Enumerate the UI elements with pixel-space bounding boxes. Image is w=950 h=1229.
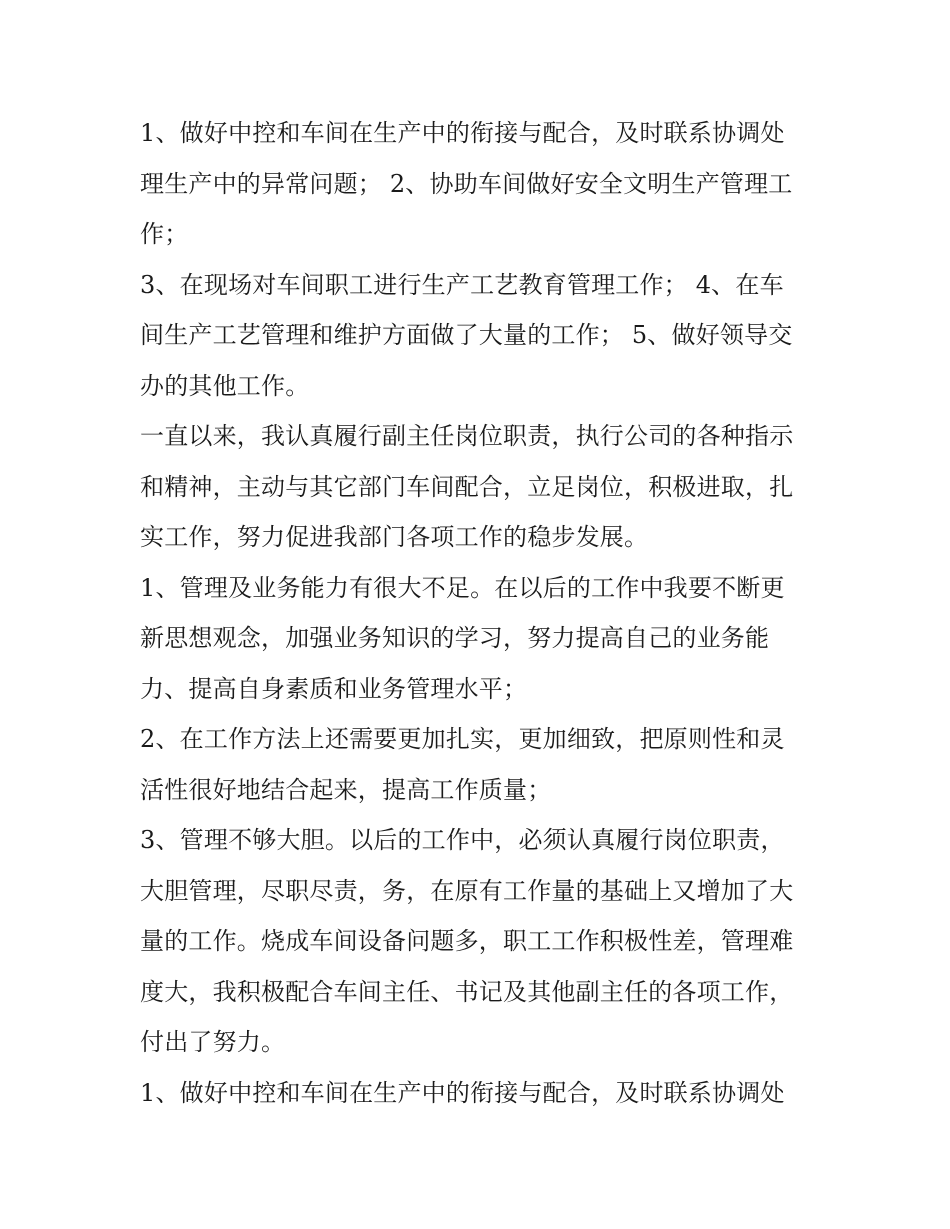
paragraph-3: 一直以来，我认真履行副主任岗位职责，执行公司的各种指示 和精神，主动与其它部门车间配合，立足岗位，积极进取，扎 实工作，努力促进我部门各项工作的稳步发展。 — [140, 422, 794, 551]
paragraph-4: 1、管理及业务能力有很大不足。在以后的工作中我要不断更 新思想观念，加强业务知识的学习，努力提高自己的业务能 力、提高自身素质和业务管理水平； — [140, 573, 785, 703]
paragraph-6: 3、管理不够大胆。以后的工作中，必须认真履行岗位职责， 大胆管理，尽职尽责，务，在原有工作量的基础上又增加了大 量的工作。烧成车间设备问题多，职工工作积极性差，管理难 度大，我积极配合车间主任、书记及其他副主任的各项工作， 付出了努力。 — [140, 826, 794, 1056]
paragraph-2: 3、在现场对车间职工进行生产工艺教育管理工作； 4、在车 间生产工艺管理和维护方面做了大量的工作； 5、做好领导交 办的其他工作。 — [140, 270, 793, 400]
paragraph-5: 2、在工作方法上还需要更加扎实，更加细致，把原则性和灵 活性很好地结合起来，提高工作质量； — [140, 725, 785, 804]
document-page — [140, 108, 820, 1118]
paragraph-7: 1、做好中控和车间在生产中的衔接与配合，及时联系协调处 — [140, 1078, 785, 1107]
paragraph-1: 1、做好中控和车间在生产中的衔接与配合，及时联系协调处 理生产中的异常问题； 2、协助车间做好安全文明生产管理工 作； — [140, 119, 793, 248]
